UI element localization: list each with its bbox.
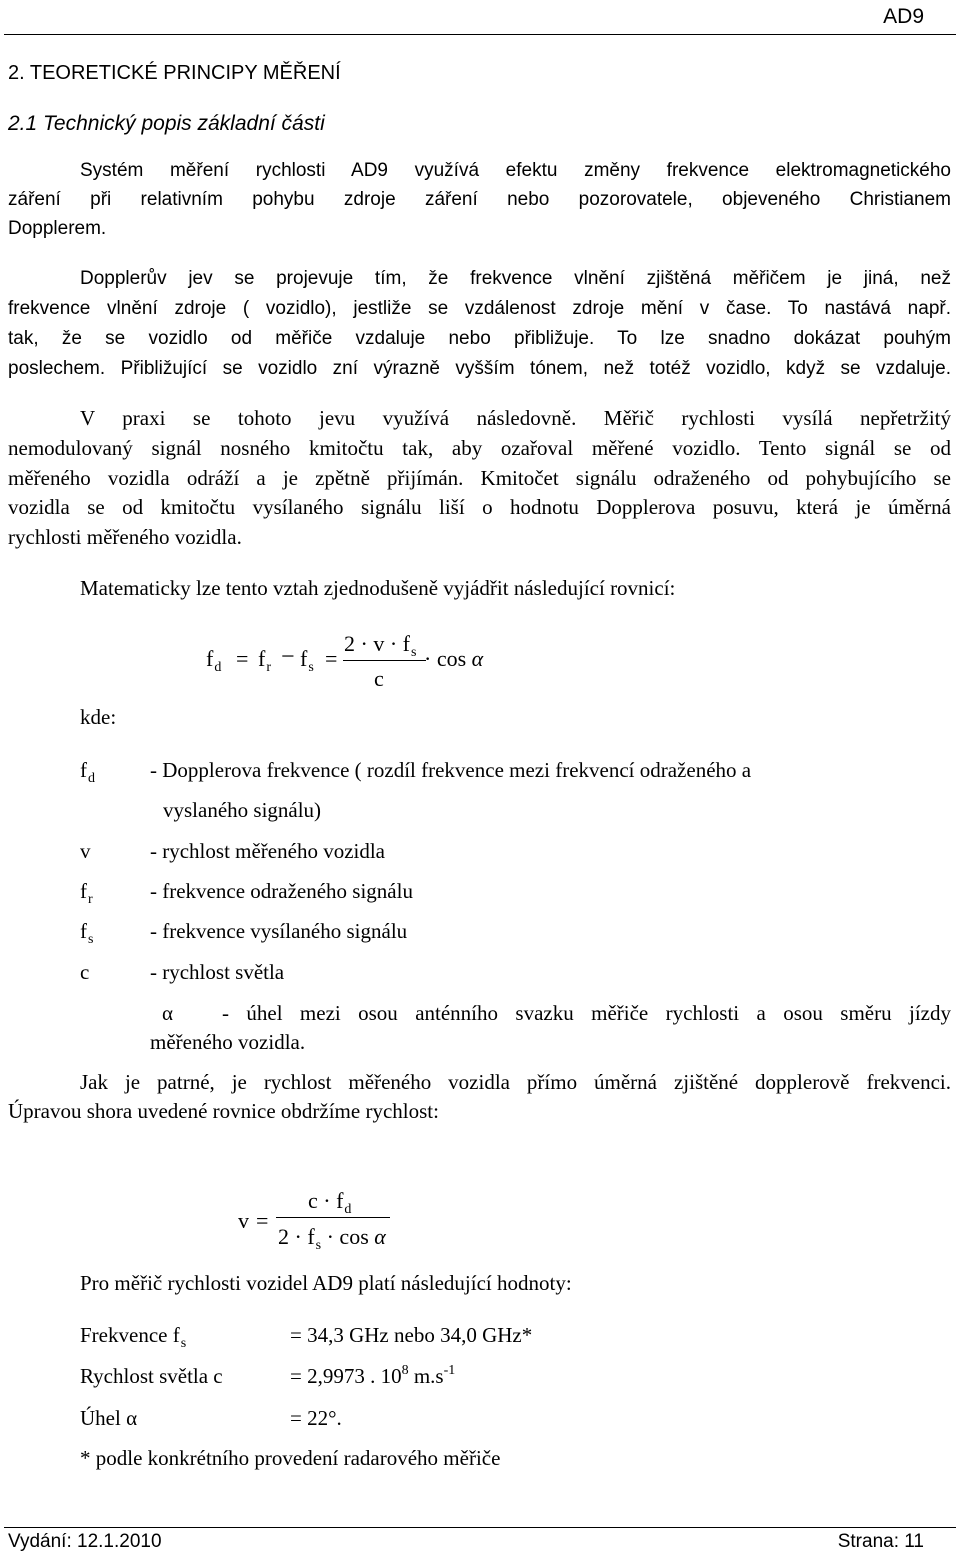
eq1-minus: − xyxy=(281,644,295,670)
def-symbol-v: v xyxy=(80,839,91,863)
def-symbol-fs: $f_s$ xyxy=(80,919,94,947)
para2-line3: tak, že se vozidlo od měřiče vzdaluje nebo přibližuje. To lze snadno dokázat pouhým xyxy=(8,328,951,349)
def-symbol-fd: $f_d$ xyxy=(80,758,95,786)
eq2-numerator: $c \cdot f_d$ xyxy=(308,1188,352,1217)
para5-line1: Jak je patrné, je rychlost měřeného vozidla přímo úměrná zjištěné dopplerově frekvenci. xyxy=(80,1070,951,1094)
def-symbol-alpha: α xyxy=(162,1001,174,1025)
eq1-cos: · cos α xyxy=(424,646,484,671)
value-light-label: Rychlost světla c xyxy=(80,1364,223,1388)
def-text-fr: - frekvence odraženého signálu xyxy=(150,879,413,903)
footer-page-number: Strana: 11 xyxy=(837,1531,924,1552)
eq1-denominator: c xyxy=(374,666,384,691)
def-text-fd: - Dopplerova frekvence ( rozdíl frekvence mezi frekvencí odraženého a xyxy=(150,758,752,782)
para3-line4: vozidla se od kmitočtu vysílaného signálu liší o hodnotu Dopplerova posuvu, která je úměrná xyxy=(8,495,951,519)
document-code: AD9 xyxy=(883,5,924,28)
def-text-fd-cont: vyslaného signálu) xyxy=(163,798,322,822)
def-text-c: - rychlost světla xyxy=(150,960,285,984)
para2-line1: Dopplerův jev se projevuje tím, že frekvence vlnění zjištěná měřičem je jiná, než xyxy=(80,268,951,289)
def-text-alpha: - úhel mezi osou anténního svazku měřiče rychlosti a osou směru jízdy xyxy=(222,1001,951,1025)
where-label: kde: xyxy=(80,705,117,729)
eq2-v: v xyxy=(238,1208,249,1233)
footer-issued: Vydání: 12.1.2010 xyxy=(8,1531,162,1552)
value-light: = 2,9973 . $10^8$ $m.s^{-1}$ xyxy=(290,1363,456,1388)
para2-line2: frekvence vlnění zdroje ( vozidlo), jestliže se vzdálenost zdroje mění v čase. To nastává např. xyxy=(8,298,951,319)
para1-line2: záření při relativním pohybu zdroje záření nebo pozorovatele, objeveného Christianem xyxy=(8,189,951,210)
footnote: * podle konkrétního provedení radarového měřiče xyxy=(80,1446,501,1470)
eq1-fr: $f_r$ xyxy=(258,646,271,675)
para3-line5: rychlosti měřeného vozidla. xyxy=(8,525,242,549)
def-symbol-fr: $f_r$ xyxy=(80,879,93,907)
para3-line2: nemodulovaný signál nosného kmitočtu tak, aby ozařoval měřené vozidlo. Tento signál se od xyxy=(8,436,951,460)
section-title: 2. TEORETICKÉ PRINCIPY MĚŘENÍ xyxy=(8,62,341,84)
eq1-numerator: $2 \cdot v \cdot f_s$ xyxy=(344,631,417,660)
value-freq-label: Frekvence $f_s$ xyxy=(80,1323,187,1351)
def-text-fs: - frekvence vysílaného signálu xyxy=(150,919,408,943)
eq1-equals: = xyxy=(236,646,249,671)
def-text-alpha-cont: měřeného vozidla. xyxy=(150,1030,306,1054)
para6-text: Pro měřič rychlosti vozidel AD9 platí následující hodnoty: xyxy=(80,1271,572,1295)
value-angle: = 22°. xyxy=(290,1406,342,1430)
eq2-equals: = xyxy=(256,1208,269,1233)
para4-text: Matematicky lze tento vztah zjednodušeně vyjádřit následující rovnicí: xyxy=(80,576,676,600)
para5-line2: Úpravou shora uvedené rovnice obdržíme rychlost: xyxy=(8,1099,439,1123)
eq2-denominator: $2 \cdot f_s \cdot \cos \alpha$ xyxy=(278,1224,386,1253)
para3-line1: V praxi se tohoto jevu využívá následovně. Měřič rychlosti vysílá nepřetržitý xyxy=(80,406,951,430)
header-rule xyxy=(4,34,956,35)
def-text-v: - rychlost měřeného vozidla xyxy=(150,839,385,863)
def-symbol-c: c xyxy=(80,960,90,984)
para2-line4: poslechem. Přibližující se vozidlo zní výrazně vyšším tónem, než totéž vozidlo, když se vzdaluje. xyxy=(8,358,951,379)
eq2-fraction-bar xyxy=(276,1217,390,1218)
footer-rule xyxy=(4,1527,956,1528)
eq1-fs: $f_s$ xyxy=(300,646,314,675)
eq1-equals-2: = xyxy=(325,646,338,671)
subsection-title: 2.1 Technický popis základní části xyxy=(8,112,325,135)
eq1-fd: $f_d$ xyxy=(206,646,222,675)
value-freq: = 34,3 GHz nebo 34,0 GHz* xyxy=(290,1323,533,1347)
para1-line1: Systém měření rychlosti AD9 využívá efektu změny frekvence elektromagnetického xyxy=(80,160,951,181)
para1-line3: Dopplerem. xyxy=(8,218,107,239)
value-angle-label: Úhel α xyxy=(80,1406,138,1430)
para3-line3: měřeného vozidla odráží a je zpětně přijímán. Kmitočet signálu odraženého od pohybujícího se xyxy=(8,466,951,490)
eq1-fraction-bar xyxy=(343,660,426,661)
